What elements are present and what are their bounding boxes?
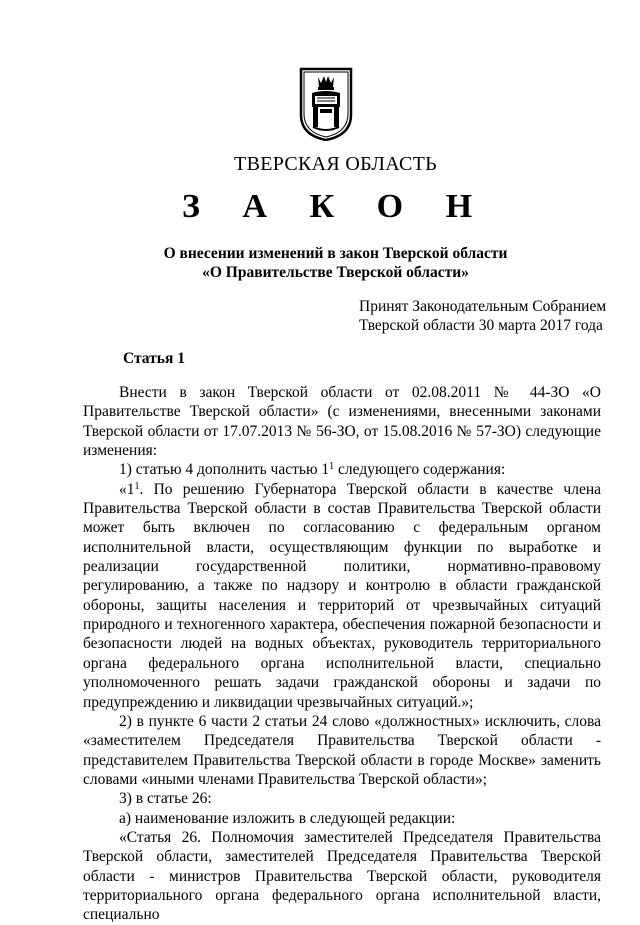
paragraph-new-part (83, 480, 601, 712)
adoption-note (359, 297, 609, 335)
adoption-note-line-1: Принят Законодательным Собранием (359, 298, 607, 315)
paragraph-item-1 (83, 460, 601, 479)
paragraph-intro: Внести в закон Тверской области от 02.08.2011 № 44-ЗО «О Правительстве Тверской области» (с изменениями, внесенными законами Тверской области от 17.07.2013 № 56-ЗО, от 15.08.2016 № 57-ЗО) следующие изменения: (83, 384, 601, 460)
paragraph-item-3: 3) в статье 26: (119, 790, 212, 808)
article-body (83, 383, 601, 925)
adoption-note-line-2: Тверской области 30 марта 2017 года (359, 317, 603, 334)
paragraph-item-2: 2) в пункте 6 части 2 статьи 24 слово «должностных» исключить, слова «заместителем Председателя Правительства Тверской области - представителем Правительства Тверской области в городе Москве» заменить словами «иными членами Правительства Тверской области»; (83, 712, 601, 788)
document-type-title: З А К О Н (181, 188, 490, 225)
paragraph-item-1-text: 1) статью 4 дополнить частью 1 (119, 461, 330, 479)
region-name: ТВЕРСКАЯ ОБЛАСТЬ (234, 153, 437, 175)
law-subject-line-1: О внесении изменений в закон Тверской области (163, 245, 508, 262)
paragraph-new-part-text: . По решению Губернатора Тверской области в качестве члена Правительства Тверской области в состав Правительства Тверской области может быть включен по согласованию с федеральным органом исполнительной власти, осуществляющим функции по выработке и реализации государственной политики, нормативно-правовому регулированию, а также по надзору и контролю в области гражданской обороны, защиты населения и территорий от чрезвычайных ситуаций природного и техногенного характера, обеспечения пожарной безопасности и безопасности людей на водных объектах, руководитель территориального органа федерального органа исполнительной власти, специально уполномоченного решать задачи гражданской обороны и задачи по предупреждению и ликвидации чрезвычайных ситуаций.»; (83, 480, 601, 711)
superscript-part-number: 1 (134, 480, 140, 492)
paragraph-item-1-tail: следующего содержания: (334, 461, 506, 479)
law-subject (0, 244, 640, 282)
paragraph-new-part-number: «1 (119, 480, 135, 498)
superscript-part-number: 1 (329, 461, 335, 473)
paragraph-article-26-title: «Статья 26. Полномочия заместителей Председателя Правительства Тверской области, заместителей Председателя Правительства Тверской области - министров Правительства Тверской области, руководителя территориального органа федерального органа исполнительной власти, специально (83, 828, 601, 924)
paragraph-item-3a: а) наименование изложить в следующей редакции: (119, 809, 456, 827)
law-subject-line-2: «О Правительстве Тверской области» (202, 264, 469, 281)
article-heading: Статья 1 (123, 350, 185, 367)
tver-coat-of-arms-emblem (299, 63, 353, 141)
